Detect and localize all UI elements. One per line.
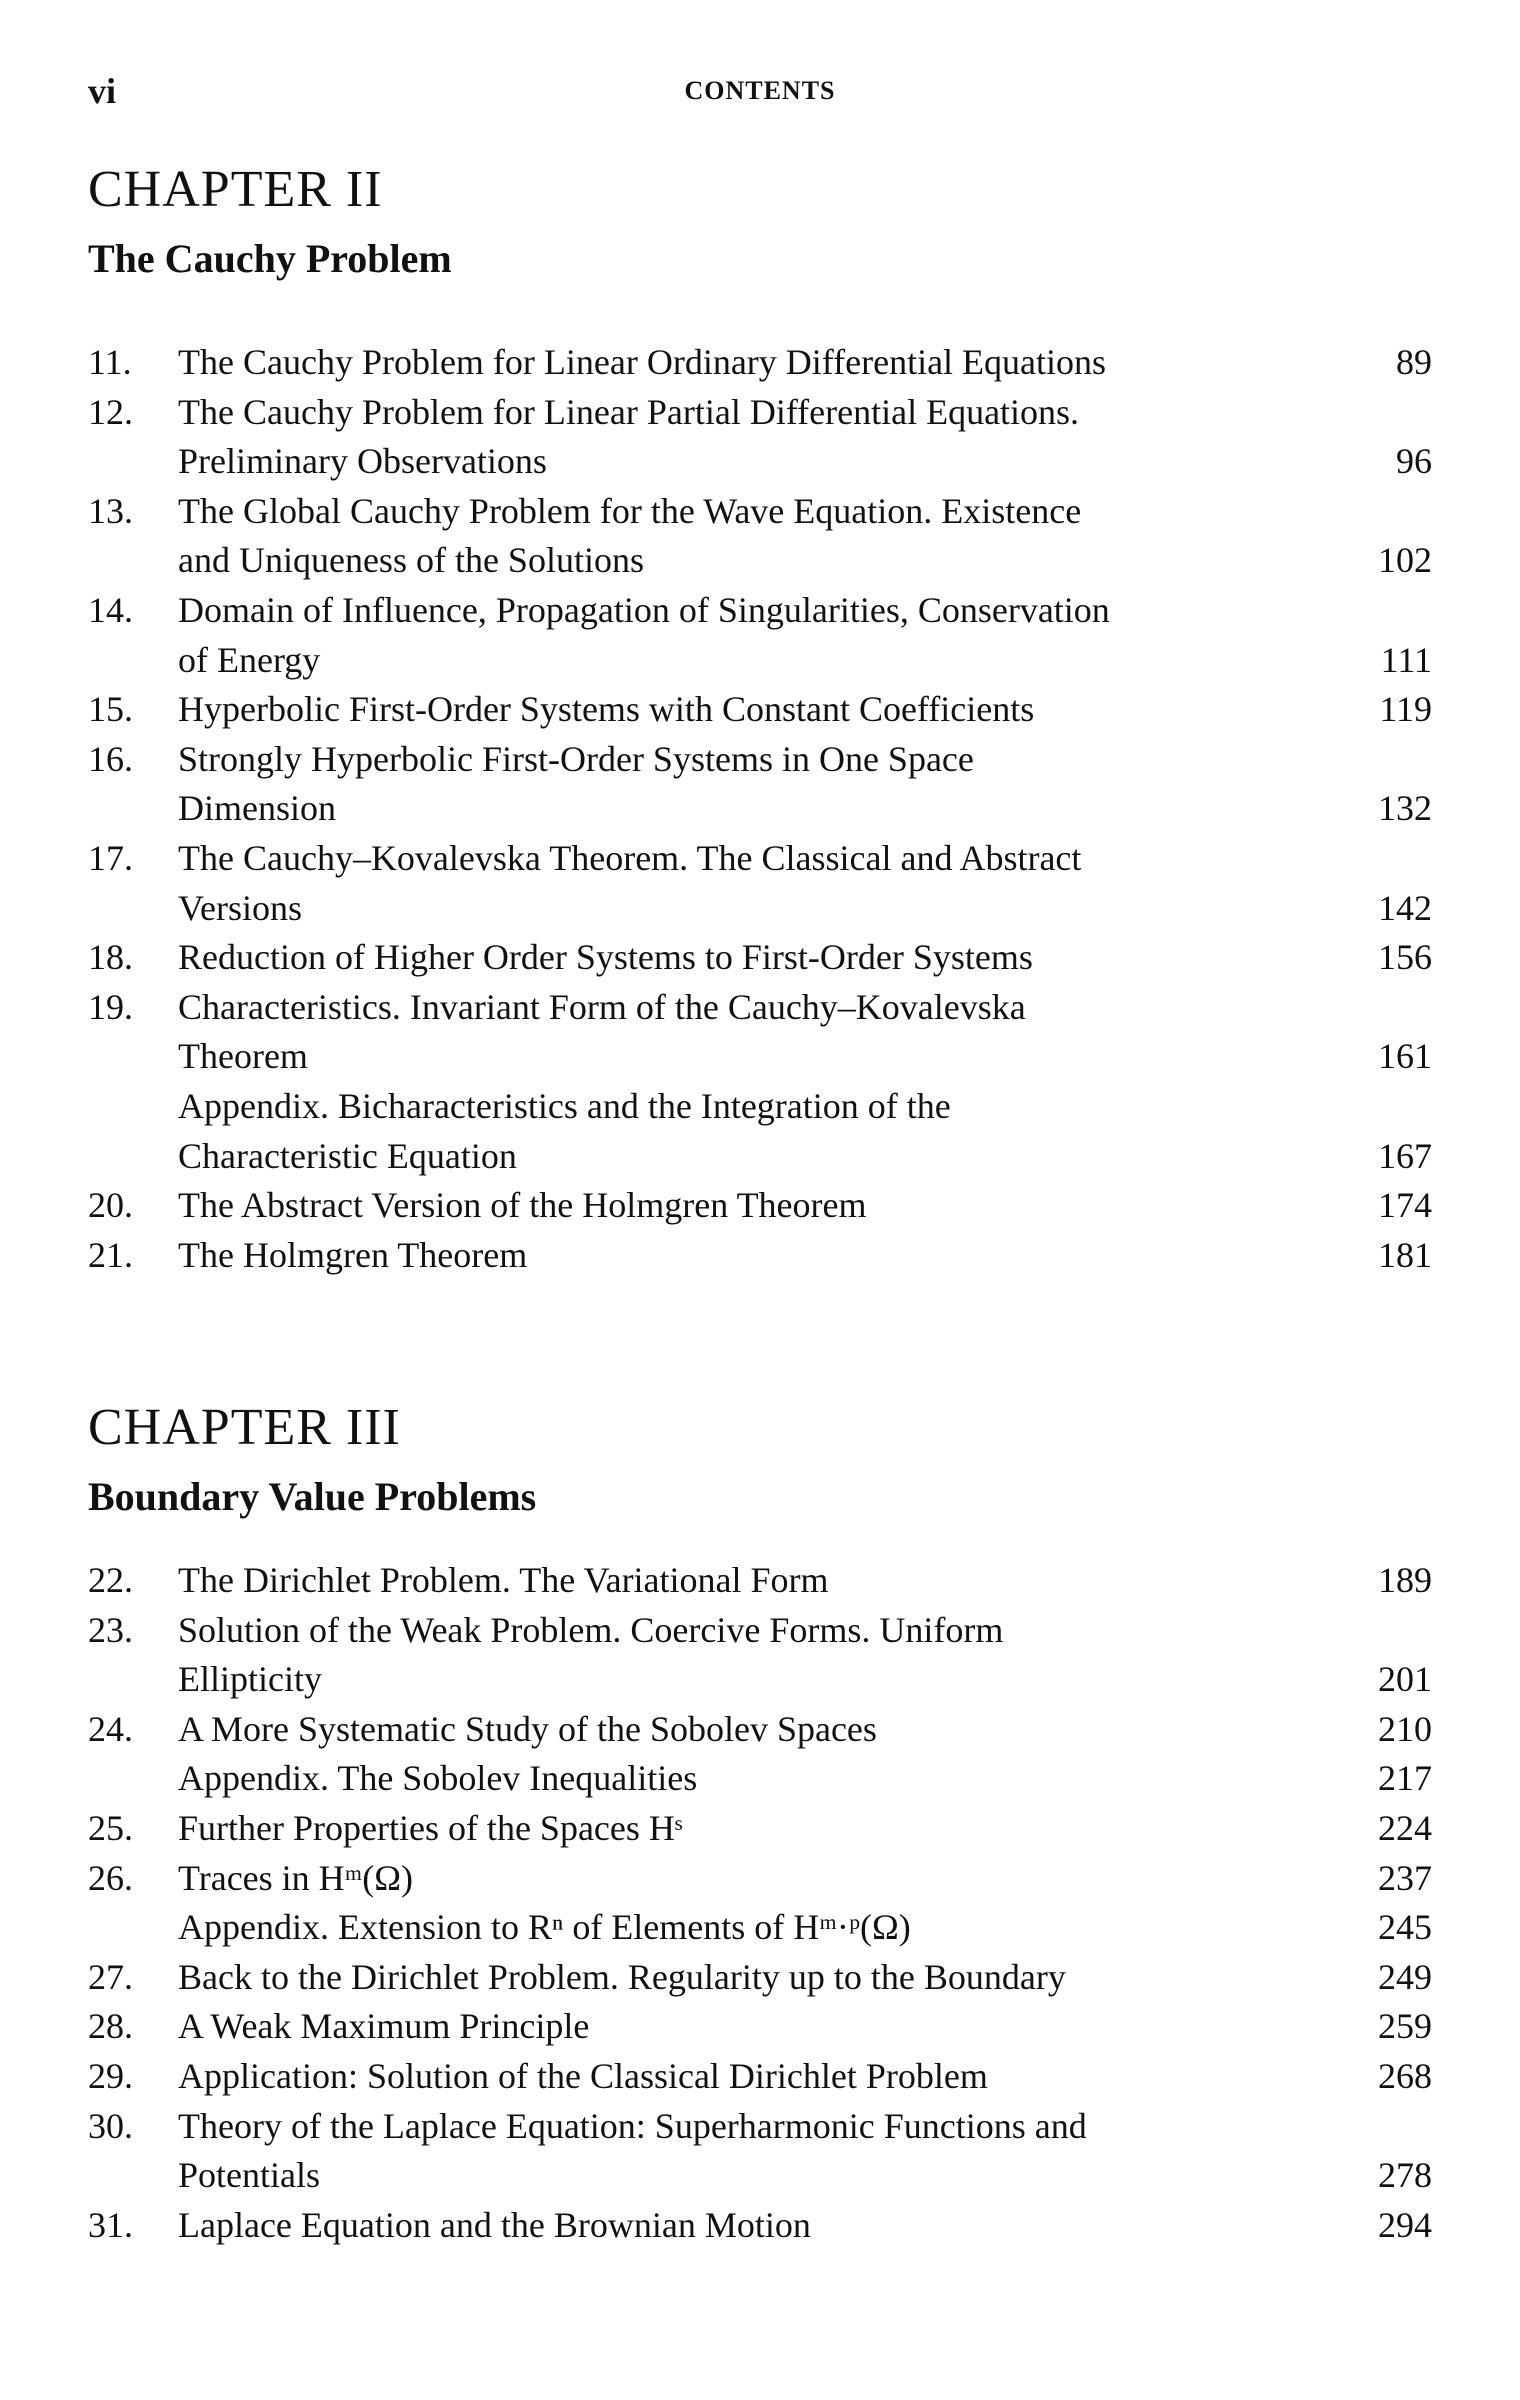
section-title [178,1903,1312,1953]
section-title-line: of Energy [178,639,321,680]
toc-entry [88,933,1432,983]
section-number: 20. [88,1185,133,1226]
toc-entry [88,735,1432,834]
section-title [178,1556,1312,1606]
section-title-line: A More Systematic Study of the Sobolev Spaces [178,1708,877,1749]
section-number: 22. [88,1560,133,1600]
section-number: 31. [88,2204,133,2245]
section-title-line: Characteristics. Invariant Form of the Cauchy–Kovalevska [178,986,1026,1027]
page-number: 156 [1378,937,1432,978]
section-number: 29. [88,2055,133,2096]
section-title-line: Appendix. Extension to Rⁿ of Elements of Hᵐ·ᵖ(Ω) [178,1907,911,1948]
section-title-line: The Global Cauchy Problem for the Wave Equation. Existence [178,490,1082,531]
section-title-line: Application: Solution of the Classical Dirichlet Problem [178,2055,988,2096]
toc-entry [88,2102,1432,2201]
section-title-line: Traces in Hᵐ(Ω) [178,1857,413,1898]
page-number: 96 [1396,441,1432,482]
section-number: 25. [88,1807,133,1848]
section-title [178,983,1312,1082]
section-title-line: Solution of the Weak Problem. Coercive Forms. Uniform [178,1609,1004,1650]
section-title-line: Reduction of Higher Order Systems to First-Order Systems [178,937,1033,978]
section-title-line: Further Properties of the Spaces Hˢ [178,1807,683,1848]
section-number: 16. [88,738,133,779]
section-title [178,2102,1312,2201]
toc-entry [88,834,1432,933]
section-number: 18. [88,937,133,978]
section-number: 24. [88,1708,133,1749]
section-title [178,1854,1312,1904]
section-title-line: The Cauchy Problem for Linear Ordinary Differential Equations [178,342,1107,382]
page-number: 278 [1378,2155,1432,2196]
section-number: 12. [88,391,133,432]
page-number: 259 [1378,2006,1432,2047]
section-title [178,2052,1312,2102]
section-title [178,1705,1312,1755]
chapter-title: Boundary Value Problems [88,1474,537,1519]
section-title [178,487,1312,586]
section-number: 13. [88,490,133,531]
page-number: 294 [1378,2204,1432,2245]
page-number: 181 [1378,1234,1432,1275]
section-title-line: The Cauchy Problem for Linear Partial Differential Equations. [178,391,1080,432]
section-title [178,1606,1312,1705]
page-number: 102 [1378,540,1432,581]
chapter-2-entries [88,338,1432,1280]
page-number: 142 [1378,887,1432,928]
toc-entry [88,1606,1432,1705]
section-title-line: Ellipticity [178,1659,322,1700]
section-number: 19. [88,986,133,1027]
section-title [178,834,1312,933]
page-number: 224 [1378,1807,1432,1848]
page-number: 111 [1380,639,1432,680]
chapter-3-entries [88,1556,1432,2250]
section-title [178,1082,1312,1181]
chapter-2-heading [88,160,1432,284]
running-title: CONTENTS [684,76,836,105]
section-title-line: Potentials [178,2155,320,2196]
section-title [178,1804,1312,1854]
toc-entry [88,983,1432,1082]
toc-entry [88,1804,1432,1854]
section-number: 15. [88,689,133,730]
toc-entry [88,338,1432,388]
page-folio: vi [88,71,117,111]
section-title-line: Back to the Dirichlet Problem. Regularity up to the Boundary [178,1956,1066,1997]
section-title-line: Hyperbolic First-Order Systems with Constant Coefficients [178,689,1035,730]
section-title [178,933,1312,983]
page-number: 189 [1378,1560,1432,1600]
section-title [178,735,1312,834]
section-number: 27. [88,1956,133,1997]
page-number: 217 [1378,1758,1432,1799]
toc-entry [88,487,1432,586]
chapter-label: CHAPTER III [88,1399,401,1456]
section-title-line: The Holmgren Theorem [178,1234,528,1275]
section-number: 23. [88,1609,133,1650]
section-number: 17. [88,837,133,878]
section-number: 14. [88,589,133,630]
running-head [88,70,1432,120]
toc-entry [88,2052,1432,2102]
toc-entry [88,2201,1432,2251]
section-title-line: Theory of the Laplace Equation: Superharmonic Functions and [178,2105,1087,2146]
section-title-line: The Dirichlet Problem. The Variational Form [178,1560,829,1600]
section-number: 30. [88,2105,133,2146]
toc-entry [88,1705,1432,1755]
section-title-line: Preliminary Observations [178,441,547,482]
section-title-line: The Cauchy–Kovalevska Theorem. The Classical and Abstract [178,837,1082,878]
page-number: 174 [1378,1185,1432,1226]
toc-entry [88,586,1432,685]
chapter-3-heading [88,1398,1432,1522]
section-title-line: Dimension [178,788,336,829]
section-title-line: Appendix. Bicharacteristics and the Integration of the [178,1085,951,1126]
chapter-label: CHAPTER II [88,161,383,218]
toc-entry [88,1854,1432,1904]
page-number: 119 [1379,689,1432,730]
toc-entry [88,1556,1432,1606]
section-title-line: The Abstract Version of the Holmgren Theorem [178,1185,867,1226]
toc-entry [88,1181,1432,1231]
page-number: 89 [1396,342,1432,382]
toc-entry [88,2002,1432,2052]
page-number: 210 [1378,1708,1432,1749]
section-title [178,1181,1312,1231]
toc-entry [88,1231,1432,1281]
section-number: 21. [88,1234,133,1275]
section-title [178,338,1312,388]
page-number: 132 [1378,788,1432,829]
toc-entry [88,1754,1432,1804]
section-title [178,1231,1312,1281]
toc-entry [88,1082,1432,1181]
section-title [178,586,1312,685]
section-title [178,388,1312,487]
section-title-line: Versions [178,887,302,928]
section-title [178,1754,1312,1804]
section-title-line: Laplace Equation and the Brownian Motion [178,2204,811,2245]
section-number: 11. [88,342,132,382]
page-number: 249 [1378,1956,1432,1997]
section-number: 26. [88,1857,133,1898]
section-title [178,2002,1312,2052]
section-title-line: Appendix. The Sobolev Inequalities [178,1758,698,1799]
page-number: 245 [1378,1907,1432,1948]
section-title-line: Theorem [178,1036,308,1077]
page-number: 161 [1378,1036,1432,1077]
toc-entry [88,1953,1432,2003]
toc-entry [88,685,1432,735]
toc-entry [88,388,1432,487]
page-number: 167 [1378,1135,1432,1176]
section-title [178,1953,1312,2003]
toc-entry [88,1903,1432,1953]
chapter-title: The Cauchy Problem [88,236,452,281]
page-number: 268 [1378,2055,1432,2096]
section-title-line: A Weak Maximum Principle [178,2006,590,2047]
section-title-line: Domain of Influence, Propagation of Singularities, Conservation [178,589,1110,630]
section-title-line: Strongly Hyperbolic First-Order Systems in One Space [178,738,974,779]
section-title-line: and Uniqueness of the Solutions [178,540,644,581]
section-title-line: Characteristic Equation [178,1135,517,1176]
section-title [178,2201,1312,2251]
section-number: 28. [88,2006,133,2047]
page-number: 201 [1378,1659,1432,1700]
page-number: 237 [1378,1857,1432,1898]
section-title [178,685,1312,735]
